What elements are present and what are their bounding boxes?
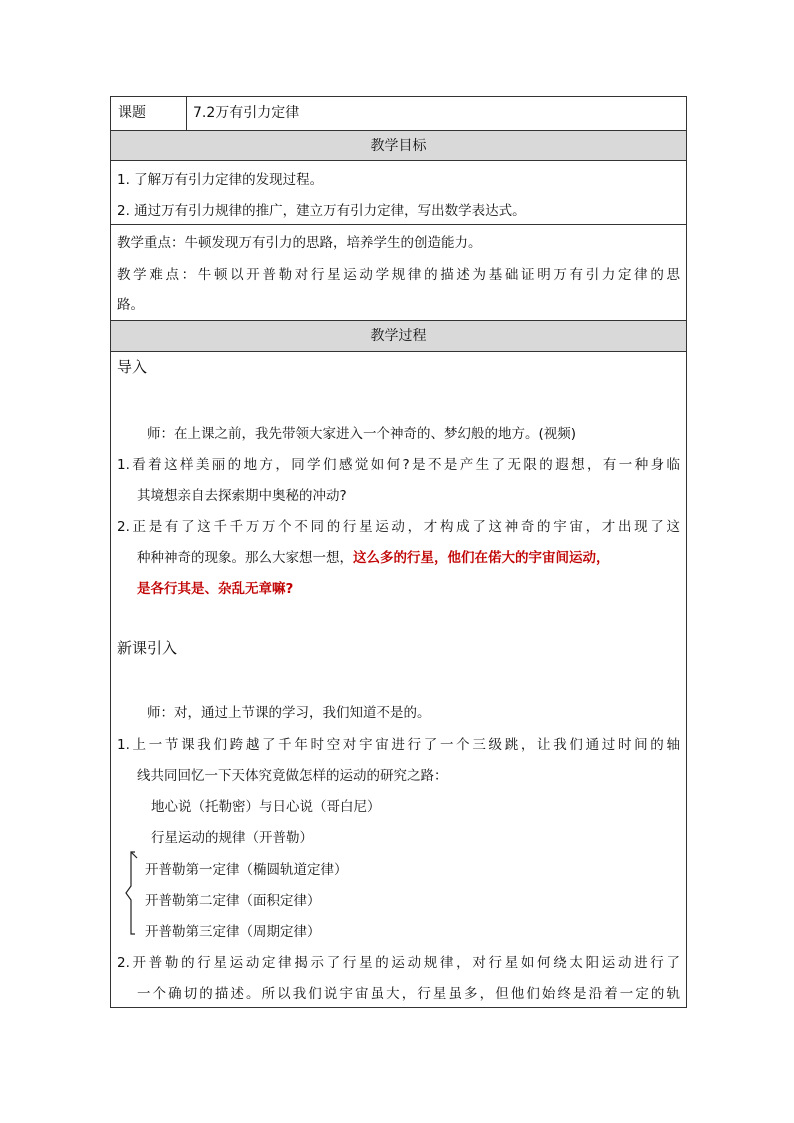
goals-section: [111, 161, 686, 225]
brace-icon: [123, 850, 139, 936]
intro-heading: 导入: [117, 358, 148, 376]
key-points-section: [111, 225, 686, 321]
goal-item-1: 1. 了解万有引力定律的发现过程。: [117, 172, 324, 188]
intro-p1-line2: 其境想亲自去探索期中奥秘的冲动?: [137, 488, 347, 504]
new-lesson-p2-line1: 2.开普勒的行星运动定律揭示了行星的运动规律，对行星如何绕太阳运动进行了: [117, 955, 680, 971]
teaching-focus: 教学重点：牛顿发现万有引力的思路，培养学生的创造能力。: [117, 235, 482, 251]
goal-item-2: 2. 通过万有引力规律的推广，建立万有引力定律，写出数学表达式。: [117, 203, 526, 219]
intro-p2-highlight: 这么多的行星，他们在偌大的宇宙间运动，: [353, 550, 610, 566]
new-lesson-p1-line2: 线共同回忆一下天体究竟做怎样的运动的研究之路：: [137, 768, 448, 784]
kepler-law-1: 开普勒第一定律（椭圆轨道定律）: [145, 862, 348, 878]
new-lesson-p2-line2: 一个确切的描述。所以我们说宇宙虽大，行星虽多，但他们始终是沿着一定的轨: [137, 986, 680, 1002]
intro-p1-line1: 1.看着这样美丽的地方，同学们感觉如何?是不是产生了无限的遐想，有一种身临: [117, 457, 680, 473]
teaching-difficulty-line2: 路。: [117, 297, 144, 313]
intro-p2-line1: 2.正是有了这千千万万个不同的行星运动，才构成了这神奇的宇宙，才出现了这: [117, 519, 680, 535]
process-section: [111, 352, 686, 1007]
new-lesson-heading: 新课引入: [117, 639, 178, 657]
lesson-plan-table: [110, 96, 687, 1008]
intro-p2-line2: [137, 546, 680, 566]
teaching-difficulty-line1: 教学难点：牛顿以开普勒对行星运动学规律的描述为基础证明万有引力定律的思: [117, 267, 680, 283]
process-header: 教学过程: [111, 321, 686, 352]
intro-teacher-line: 师：在上课之前，我先带领大家进入一个神奇的、梦幻般的地方。(视频): [147, 426, 577, 442]
kepler-rules-item: 行星运动的规律（开普勒）: [151, 830, 313, 846]
intro-p2-plain: 种种神奇的现象。那么大家想一想，: [137, 550, 353, 566]
title-label: 课题: [111, 97, 187, 130]
model-history-item: 地心说（托勒密）与日心说（哥白尼）: [151, 799, 381, 815]
new-lesson-p1-line1: 1.上一节课我们跨越了千年时空对宇宙进行了一个三级跳，让我们通过时间的轴: [117, 737, 680, 753]
intro-p2-line3: 是各行其是、杂乱无章嘛?: [137, 581, 294, 597]
kepler-law-3: 开普勒第三定律（周期定律）: [145, 924, 321, 940]
new-lesson-teacher-line: 师：对，通过上节课的学习，我们知道不是的。: [147, 705, 431, 721]
goals-header: 教学目标: [111, 131, 686, 161]
title-value: 7.2万有引力定律: [193, 105, 300, 121]
kepler-law-2: 开普勒第二定律（面积定律）: [145, 893, 321, 909]
title-row: [111, 97, 686, 131]
